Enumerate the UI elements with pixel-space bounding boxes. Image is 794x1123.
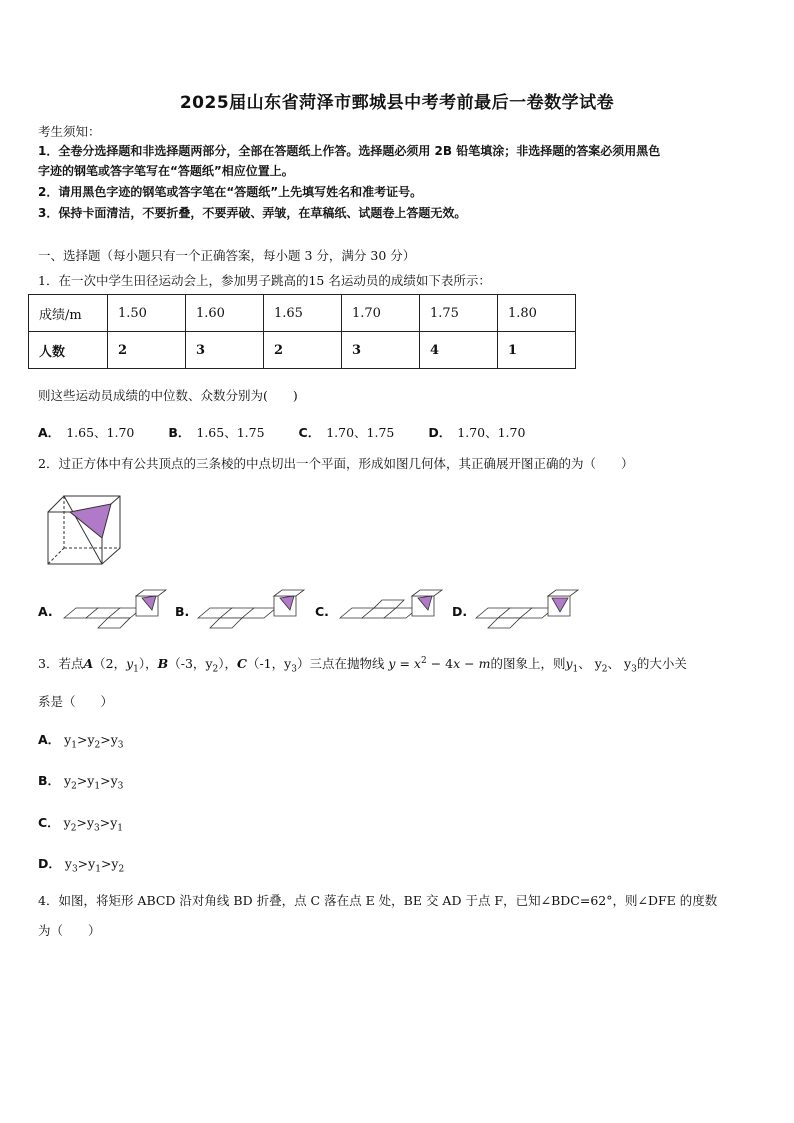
q2-option-b-label[interactable]: B.: [175, 604, 190, 619]
section-heading: 一、选择题（每小题只有一个正确答案，每小题 3 分，满分 30 分）: [38, 248, 416, 263]
notice-heading: 考生须知：: [38, 124, 101, 139]
q2-cube-figure: [42, 490, 132, 570]
q3-stem-line2: 系是（ ）: [38, 694, 114, 709]
table-cell: 3: [342, 332, 420, 369]
q2-net-b[interactable]: [196, 588, 308, 632]
q3-option-d[interactable]: D． $y_3>y_1>y_2$: [38, 856, 125, 875]
q2-option-a-label[interactable]: A.: [38, 604, 53, 619]
q3-stem: 3．若点A（2，$y_1$），B（-3，$y_2$），C（-1，$y_3$）三点在抛物线 $y = x^2 - 4x - m$的图象上，则$y_1$、 $y_2$、 $y_3$的大小关: [38, 655, 687, 675]
q1-options: [38, 423, 555, 441]
table-cell: 成绩/m: [29, 295, 108, 332]
table-cell: 人数: [29, 332, 108, 369]
table-cell: 1.60: [186, 295, 264, 332]
q1-option-a[interactable]: A． 1.65、1.70: [38, 425, 135, 440]
q1-question: 则这些运动员成绩的中位数、众数分别为( ): [38, 388, 298, 403]
notice-item-1a: 1．全卷分选择题和非选择题两部分，全部在答题纸上作答。选择题必须用 2B 铅笔填涂；非选择题的答案必须用黑色: [38, 144, 661, 158]
table-row: [29, 332, 576, 369]
page-title: 2025届山东省菏泽市鄄城县中考考前最后一卷数学试卷: [179, 93, 615, 113]
q3-option-c[interactable]: C． $y_2>y_3>y_1$: [38, 815, 124, 834]
notice-item-1b: 字迹的钢笔或答字笔写在“答题纸”相应位置上。: [38, 164, 294, 178]
notice-item-2: 2．请用黑色字迹的钢笔或答字笔在“答题纸”上先填写姓名和准考证号。: [38, 185, 423, 199]
q1-option-c[interactable]: C． 1.70、1.75: [298, 425, 395, 440]
table-cell: 1.75: [420, 295, 498, 332]
q2-net-d[interactable]: [474, 588, 582, 632]
table-cell: 1: [498, 332, 576, 369]
table-cell: 2: [264, 332, 342, 369]
table-cell: 1.65: [264, 295, 342, 332]
q1-option-b[interactable]: B． 1.65、1.75: [168, 425, 265, 440]
notice-item-3: 3．保持卡面清洁，不要折叠，不要弄破、弄皱，在草稿纸、试题卷上答题无效。: [38, 206, 467, 220]
q2-option-c-label[interactable]: C.: [315, 604, 329, 619]
q3-option-a[interactable]: A． $y_1>y_2>y_3$: [38, 732, 124, 751]
q2-option-d-label[interactable]: D.: [452, 604, 468, 619]
table-cell: 4: [420, 332, 498, 369]
q2-net-a[interactable]: [62, 588, 170, 632]
q4-stem-line2: 为（ ）: [38, 923, 101, 938]
q1-score-table: [28, 294, 576, 369]
q2-net-c[interactable]: [338, 588, 446, 632]
q4-stem: 4．如图，将矩形 ABCD 沿对角线 BD 折叠，点 C 落在点 E 处，BE 交 AD 于点 F，已知∠BDC=62°，则∠DFE 的度数: [38, 893, 718, 908]
table-row: [29, 295, 576, 332]
table-cell: 1.80: [498, 295, 576, 332]
table-cell: 1.50: [108, 295, 186, 332]
q2-stem: 2．过正方体中有公共顶点的三条棱的中点切出一个平面，形成如图几何体，其正确展开图正确的为（ ）: [38, 456, 634, 471]
q1-option-d[interactable]: D． 1.70、1.70: [428, 425, 526, 440]
table-cell: 1.70: [342, 295, 420, 332]
q1-stem: 1．在一次中学生田径运动会上，参加男子跳高的15 名运动员的成绩如下表所示：: [38, 273, 491, 288]
table-cell: 3: [186, 332, 264, 369]
table-cell: 2: [108, 332, 186, 369]
q3-option-b[interactable]: B． $y_2>y_1>y_3$: [38, 773, 124, 792]
